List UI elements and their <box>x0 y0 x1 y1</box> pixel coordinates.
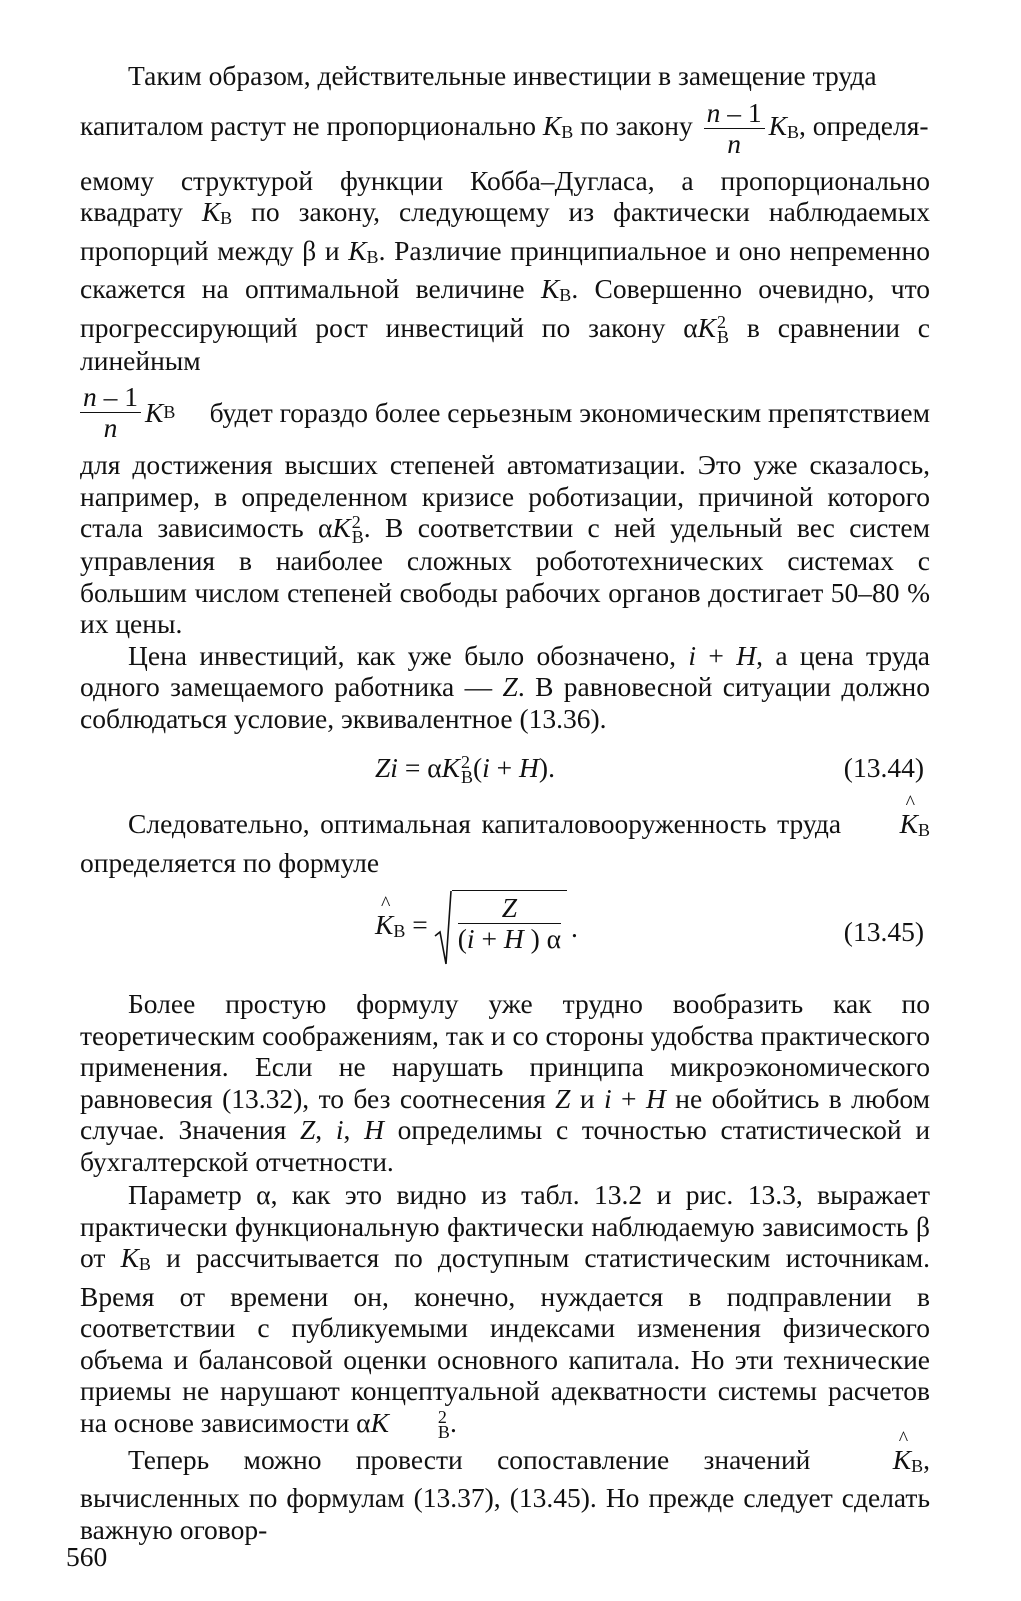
fraction-n-1-over-n: $\frac{n - 1}{n}$ <box>704 98 765 159</box>
paragraph-4: Более простую формулу уже трудно вообразить как по теоретическим соображениям, так и со стороны удобства практического применения. Если не нарушать принципа микроэкономического равновесия (13.32), то без соотнесения Z и i + H не обойтись в любом случае. Значения Z, i, H определимы с точностью статистической и бухгалтерской отчетности. <box>80 988 931 1177</box>
equation-13-44 <box>80 734 930 808</box>
equation-13-44-number: (13.44) <box>843 752 924 783</box>
paragraph-5: Параметр α, как это видно из табл. 13.2 и рис. 13.3, выражает практически функциональную фактически наблюдаемую зависимость β от $K_В$ и рассчитывается по доступным статистическим источникам. Время от времени он, конечно, нуждается в подправлении в соответствии с публикуемыми индексами изменения физического объема и балансовой оценки основного капитала. Но эти технические приемы не нарушают концептуальной адекватности системы расчетов на основе зависимости αK 2 В . <box>80 1179 931 1442</box>
equation-13-44-body: Zi = αK 2 В (i + H). <box>375 752 555 787</box>
paragraph-1-block: емому структурой функции Кобба–Дугласа, а пропорционально квадрату $K_В$ по закону, следующему из фактически наблюдаемых пропорций между β и $K_В$. Различие принципиальное и оно непременно скажется на оптимальной величине $K_В$. Совершенно очевидно, что прогрессирующий рост инвестиций по закону αK 2 В в сравнении с линейным <box>80 164 930 376</box>
fraction-n-1-over-n-2: $\frac{n - 1}{n}$ <box>80 382 141 443</box>
page-body <box>80 60 930 1545</box>
paragraph-1-line-fraction: $\frac{n - 1}{n}$ K В будет гораздо более серьезным экономическим препятствием <box>80 382 930 443</box>
equation-13-45 <box>80 878 930 988</box>
equation-13-45-number: (13.45) <box>843 916 924 947</box>
paragraph-1-end: для достижения высших степеней автоматизации. Это уже сказалось, например, в определенном кризисе роботизации, причиной которого стала зависимость αK 2 В . В соответствии с ней удельный вес систем управления в наиболее сложных робототехнических системах с большим числом степеней свободы рабочих органов достигает 50–80 % их цены. <box>80 449 930 639</box>
paragraph-1-line-2: капиталом растут не пропорционально $K_В$ по закону $\frac{n - 1}{n}$ $K_В$, определя- <box>80 96 929 159</box>
paragraph-3: Следовательно, оптимальная капиталовооруженность труда ^ $K_В$ <box>80 808 930 847</box>
paragraph-2: Цена инвестиций, как уже было обозначено, i + H, а цена труда одного замещаемого работника — Z. В равновесной ситуации должно соблюдаться условие, эквивалентное (13.36). <box>80 639 931 734</box>
page-number: 560 <box>66 1541 108 1572</box>
paragraph-6: Теперь можно провести сопоставление значений ^ $K_В$, вычисленных по формулам (13.37), (13.45). Но прежде следует сделать важную оговор- <box>80 1444 930 1546</box>
paragraph-3-b: определяется по формуле <box>80 846 380 878</box>
equation-13-45-body: ^ $K_В$ = $\frac{Z}{(i + H ) \alpha}$ . <box>375 890 578 966</box>
square-root: $\frac{Z}{(i + H ) \alpha}$ <box>434 890 567 966</box>
paragraph-1-line-1: Таким образом, действительные инвестиции в замещение труда <box>128 60 877 91</box>
